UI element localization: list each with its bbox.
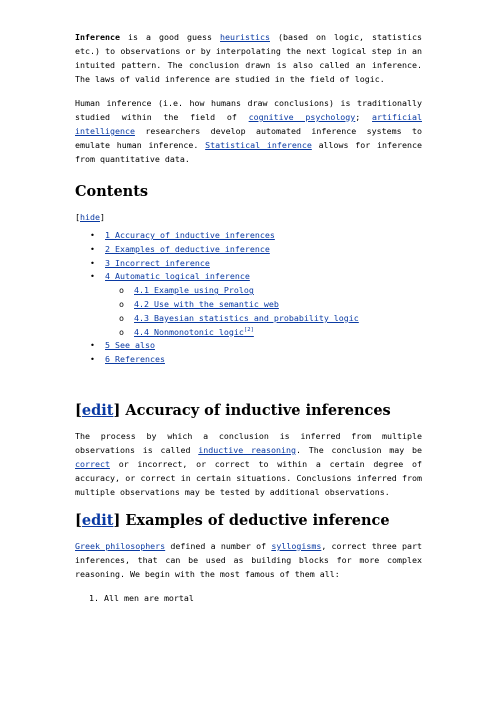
toc-item: [75, 229, 422, 243]
toc-subitem: [75, 284, 422, 298]
section-paragraph: The process by which a conclusion is inferred from multiple observations is called inductive reasoning. The conclusion may be correct or incorrect, or correct to within a certain degree of accuracy, or correct in certain situations. Conclusions inferred from multiple observations may be tested by additional observations.: [75, 430, 422, 497]
syllogism-list: [75, 591, 422, 605]
link-correct[interactable]: correct: [75, 458, 110, 469]
link-artificial-intelligence[interactable]: artificial intelligence: [75, 112, 422, 136]
toc-link-bayesian[interactable]: 4.3 Bayesian statistics and probability logic: [134, 312, 359, 323]
edit-link[interactable]: edit: [81, 511, 114, 529]
link-inductive-reasoning[interactable]: inductive reasoning: [198, 444, 296, 455]
toc-link-automatic[interactable]: 4 Automatic logical inference: [105, 271, 250, 282]
toc-link-semantic-web[interactable]: 4.2 Use with the semantic web: [134, 298, 279, 309]
toc-link-prolog[interactable]: 4.1 Example using Prolog: [134, 285, 254, 296]
toc-link-see-also[interactable]: 5 See also: [105, 340, 155, 351]
link-syllogisms[interactable]: syllogisms: [271, 540, 322, 551]
table-of-contents: [75, 229, 422, 367]
section-heading-accuracy: [edit] Accuracy of inductive inferences: [75, 401, 391, 419]
intro-paragraph-2: Human inference (i.e. how humans draw conclusions) is traditionally studied within the field of cognitive psychology; artificial intelligence researchers develop automated inference systems to emulate human inference. Statistical inference allows for inference from quantitative data.: [75, 98, 422, 164]
toc-subitem: [75, 312, 422, 326]
article-body: [75, 30, 422, 605]
toc-link-nonmonotonic[interactable]: 4.4 Nonmonotonic logic[2]: [134, 326, 254, 337]
toc-subitem: [75, 326, 422, 340]
link-heuristics[interactable]: heuristics: [220, 32, 270, 42]
link-cognitive-psychology[interactable]: cognitive psychology: [248, 112, 356, 122]
toc-item: [75, 270, 422, 284]
toc-link-references[interactable]: 6 References: [105, 354, 165, 365]
term-inference: Inference: [75, 32, 120, 42]
hide-toc-link[interactable]: hide: [80, 212, 100, 222]
toc-link-incorrect[interactable]: 3 Incorrect inference: [105, 257, 210, 268]
link-greek-philosophers[interactable]: Greek philosophers: [75, 540, 166, 551]
toc-link-accuracy[interactable]: 1 Accuracy of inductive inferences: [105, 230, 275, 240]
link-statistical-inference[interactable]: Statistical inference: [205, 140, 312, 150]
section-paragraph: Greek philosophers defined a number of syllogisms, correct three part inferences, that can be used as building blocks for more complex reasoning. We begin with the most famous of them all:: [75, 540, 422, 579]
citation-sup: [2]: [243, 326, 254, 333]
intro-paragraph: Inference is a good guess heuristics (based on logic, statistics etc.) to observations or by interpolating the next logical step in an intuited pattern. The conclusion drawn is also called an inference. The laws of valid inference are studied in the field of logic.: [75, 32, 422, 84]
toc-item: [75, 243, 422, 257]
section-heading-deductive: [edit] Examples of deductive inference: [75, 511, 390, 529]
edit-link[interactable]: edit: [81, 401, 114, 419]
toc-item: [75, 353, 422, 367]
toc-hide-toggle: [hide]: [75, 212, 105, 222]
contents-heading: Contents: [75, 183, 149, 200]
toc-link-deductive[interactable]: 2 Examples of deductive inference: [105, 243, 270, 254]
toc-item: [75, 257, 422, 271]
toc-item: [75, 339, 422, 353]
toc-subitem: [75, 298, 422, 312]
list-item: 1. All men are mortal: [89, 592, 194, 603]
